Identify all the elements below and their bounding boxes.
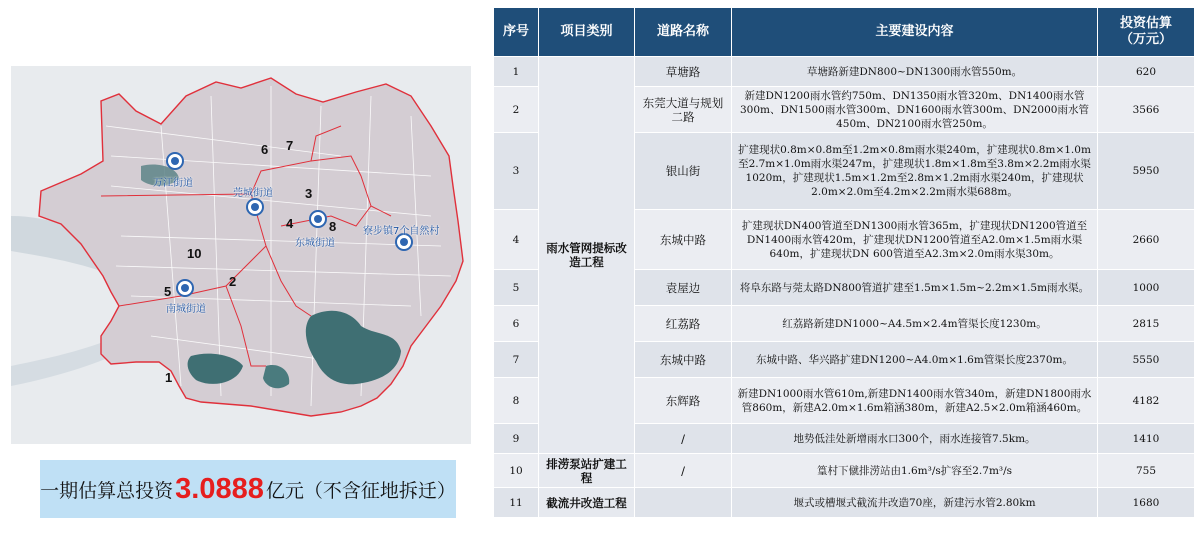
- cell-no: 3: [494, 133, 539, 210]
- map-number-10: 10: [187, 246, 202, 261]
- map-number-5: 5: [164, 284, 172, 299]
- cell-content: 地势低洼处新增雨水口300个，雨水连接管7.5km。: [732, 424, 1098, 454]
- cell-content: 新建DN1200雨水管约750m、DN1350雨水管320m、DN1400雨水管300m、DN1500雨水管300m、DN1600雨水管300m、DN2000雨水管450m、DN2100雨水管250m。: [732, 87, 1098, 133]
- table-row: [494, 488, 1195, 518]
- cell-content: 将阜东路与莞太路DN800管道扩建至1.5m×1.5m~2.2m×1.5m雨水渠。: [732, 270, 1098, 306]
- cell-road: [635, 488, 732, 518]
- cell-road: 草塘路: [635, 57, 732, 87]
- cell-invest: 1680: [1098, 488, 1195, 518]
- map-number-3: 3: [305, 186, 313, 201]
- cell-invest: 5950: [1098, 133, 1195, 210]
- map-number-7: 7: [286, 138, 294, 153]
- total-investment-banner: [40, 460, 456, 518]
- cell-no: 4: [494, 210, 539, 270]
- map-number-2: 2: [229, 274, 237, 289]
- map-label-nancheng: 南城街道: [166, 304, 206, 315]
- total-suffix: 亿元（不含征地拆迁）: [265, 479, 456, 502]
- map-number-6: 6: [261, 142, 269, 157]
- map-drawing: [11, 66, 471, 444]
- header-road: 道路名称: [635, 8, 732, 57]
- cell-invest: 3566: [1098, 87, 1195, 133]
- cell-invest: 5550: [1098, 342, 1195, 378]
- cell-content: 东城中路、华兴路扩建DN1200~A4.0m×1.6m管渠长度2370m。: [732, 342, 1098, 378]
- cell-road: 东莞大道与规划二路: [635, 87, 732, 133]
- table-row: [494, 57, 1195, 87]
- cell-invest: 620: [1098, 57, 1195, 87]
- cell-no: 2: [494, 87, 539, 133]
- category-interception: 截流井改造工程: [539, 488, 635, 518]
- cell-content: 新建DN1000雨水管610m,新建DN1400雨水管340m，新建DN1800雨水管860m，新建A2.0m×1.6m箱涵380m，新建A2.5×2.0m箱涵460m。: [732, 378, 1098, 424]
- cell-road: 袁屋边: [635, 270, 732, 306]
- cell-invest: 755: [1098, 454, 1195, 488]
- cell-invest: 1000: [1098, 270, 1195, 306]
- cell-road: 东辉路: [635, 378, 732, 424]
- map-label-guancheng: 莞城街道: [233, 188, 273, 199]
- cell-road: 东城中路: [635, 342, 732, 378]
- table-header-row: [494, 8, 1195, 57]
- total-prefix: 一期估算总投资: [40, 479, 174, 502]
- cell-no: 1: [494, 57, 539, 87]
- cell-invest: 4182: [1098, 378, 1195, 424]
- total-amount: 3.0888: [175, 472, 264, 505]
- cell-no: 9: [494, 424, 539, 454]
- cell-invest: 1410: [1098, 424, 1195, 454]
- header-content: 主要建设内容: [732, 8, 1098, 57]
- map-label-wanjiang: 万江街道: [153, 178, 193, 189]
- cell-content: 草塘路新建DN800~DN1300雨水管550m。: [732, 57, 1098, 87]
- cell-content: 扩建现状0.8m×0.8m至1.2m×0.8m雨水渠240m，扩建现状0.8m×1.0m至2.7m×1.0m雨水渠247m，扩建现状1.8m×1.8m至3.8m×2.2m雨水渠1020m，扩建现状1.5m×1.2m至2.8m×1.2m雨水渠240m，扩建现状2.0m×2.0m至4.2m×2.2m雨水渠688m。: [732, 133, 1098, 210]
- cell-content: 扩建现状DN400管道至DN1300雨水管365m，扩建现状DN1200管道至DN1400雨水管420m，扩建现状DN1200管道至A2.0m×1.5m雨水渠640m，扩建现状DN 600管道至A2.3m×2.0m雨水渠30m。: [732, 210, 1098, 270]
- cell-content: 篁村下僦排涝站由1.6m³/s扩容至2.7m³/s: [732, 454, 1098, 488]
- category-stormwater: 雨水管网提标改造工程: [539, 57, 635, 454]
- cell-no: 7: [494, 342, 539, 378]
- map-number-1: 1: [165, 370, 173, 385]
- header-invest: 投资估算（万元）: [1098, 8, 1195, 57]
- map-label-dongcheng: 东城街道: [295, 238, 335, 249]
- cell-road: /: [635, 424, 732, 454]
- cell-no: 8: [494, 378, 539, 424]
- table-row: [494, 454, 1195, 488]
- cell-road: /: [635, 454, 732, 488]
- investment-table: [493, 7, 1195, 518]
- map-number-8: 8: [329, 219, 337, 234]
- cell-road: 红荔路: [635, 306, 732, 342]
- cell-road: 银山街: [635, 133, 732, 210]
- cell-content: 红荔路新建DN1000~A4.5m×2.4m管渠长度1230m。: [732, 306, 1098, 342]
- cell-no: 5: [494, 270, 539, 306]
- category-pump: 排涝泵站扩建工程: [539, 454, 635, 488]
- header-category: 项目类别: [539, 8, 635, 57]
- cell-no: 10: [494, 454, 539, 488]
- cell-road: 东城中路: [635, 210, 732, 270]
- cell-invest: 2660: [1098, 210, 1195, 270]
- cell-no: 11: [494, 488, 539, 518]
- cell-invest: 2815: [1098, 306, 1195, 342]
- map-number-4: 4: [286, 216, 294, 231]
- district-map: [11, 66, 471, 444]
- header-no: 序号: [494, 8, 539, 57]
- cell-no: 6: [494, 306, 539, 342]
- cell-content: 堰式或槽堰式截流井改造70座，新建污水管2.80km: [732, 488, 1098, 518]
- map-label-liaobu: 寮步镇7个自然村: [363, 226, 440, 237]
